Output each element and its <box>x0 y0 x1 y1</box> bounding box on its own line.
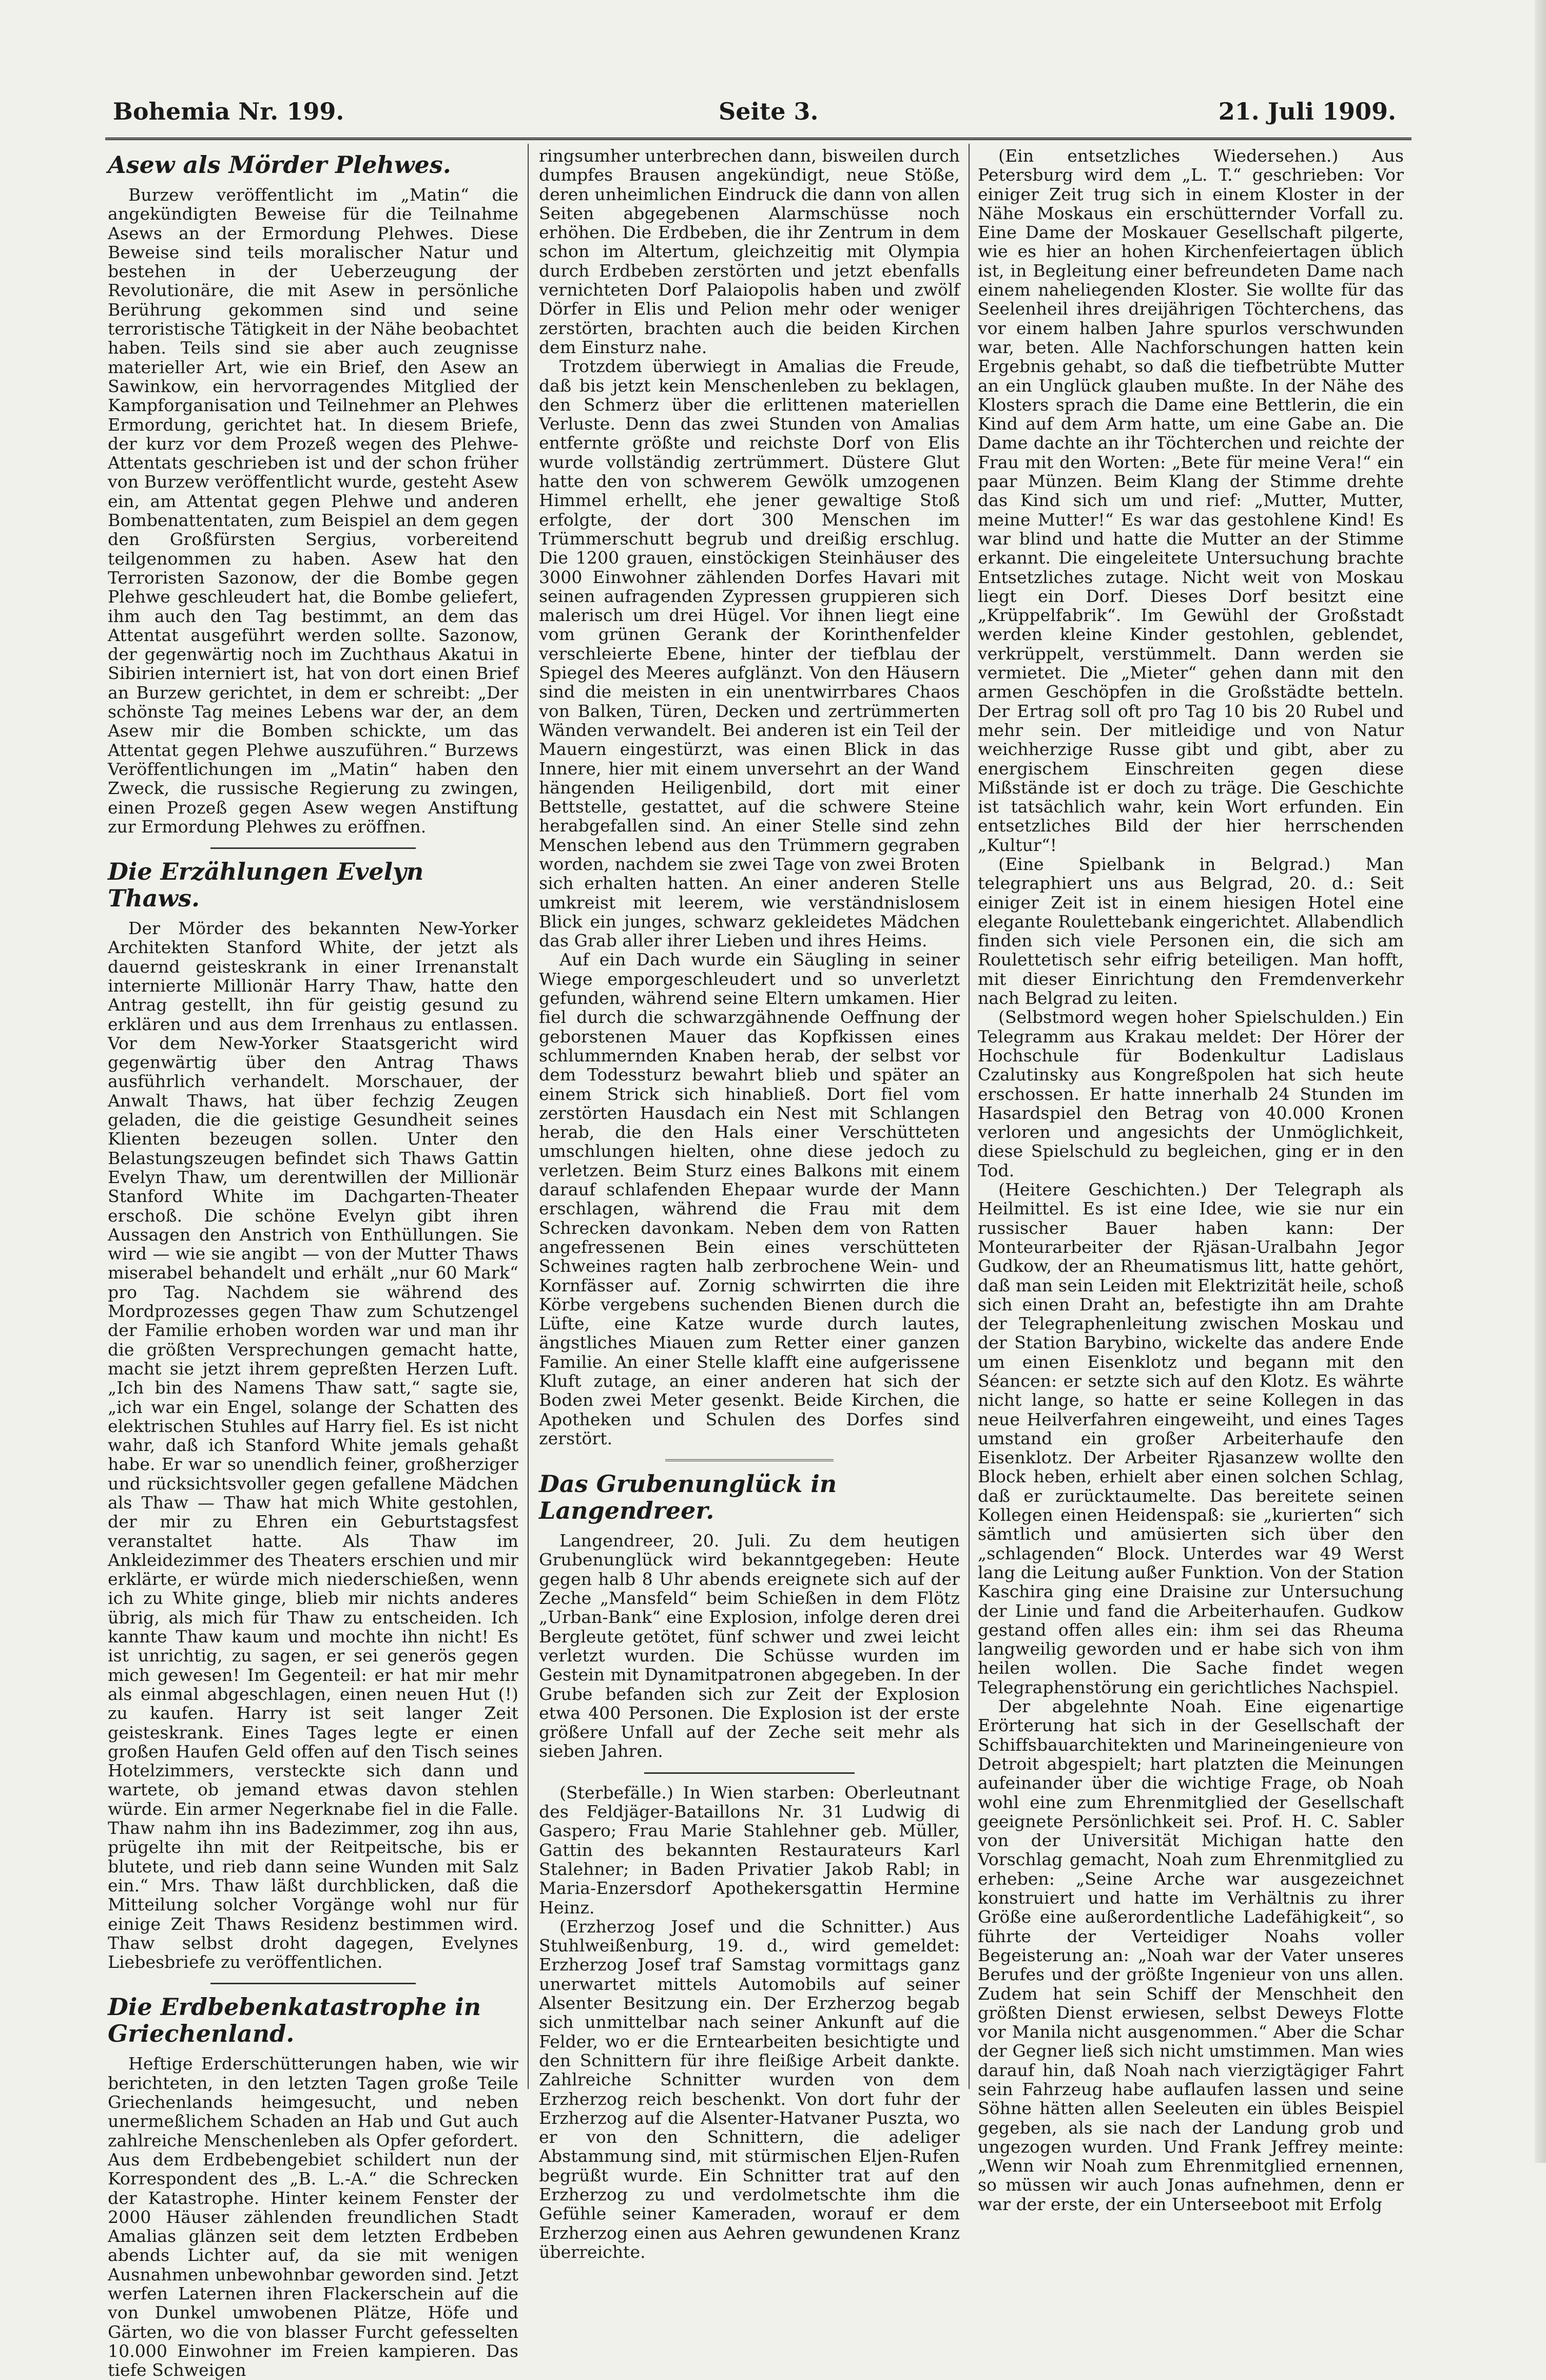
notice-sterbefaelle: (Sterbefälle.) In Wien starben: Oberleutnant des Feldjäger-Bataillons Nr. 31 Ludwig di Gaspero; Frau Marie Stahlehner geb. Müller, Gattin des bekannten Restaurateurs Karl Stalehner; in Baden Privatier Jakob Rabl; in Maria-Enzersdorf Apothekersgattin Hermine Heinz. <box>539 1782 960 1918</box>
notice-noah: Der abgelehnte Noah. Eine eigenartige Erörterung hat sich in der Gesellschaft der Schiffsbauarchitekten und Marineingenieure von Detroit abgespielt; hart platzten die Meinungen aufeinander über die wichtige Frage, ob Noah wohl eine zum Ehrenmitglied der Gesellschaft geeignete Persönlichkeit sei. Prof. H. C. Sabler von der Universität Michigan hatte den Vorschlag gemacht, Noah zum Ehrenmitglied zu erheben: „Seine Arche war ausgezeichnet konstruiert und hatte im Verhältnis zu ihrer Größe eine außerordentliche Ladefähigkeit“, so führte der Verteidiger Noahs voller Begeisterung an: „Noah war der Vater unseres Berufes und der größte Ingenieur von uns allen. Zudem hat sein Schiff der Menschheit den größten Dienst erwiesen, selbst Deweys Flotte vor Manila nicht ausgenommen.“ Aber die Schar der Gegner ließ sich nicht umstimmen. Man wies darauf hin, daß Noah nach vierzigtägiger Fahrt sein Fahrzeug habe auflaufen lassen und seine Söhne hätten allen Seeleuten ein übles Beispiel gegeben, als sie nach der Landung grob und ungezogen wurden. Und Frank Jeffrey meinte: „Wenn wir Noah zum Ehrenmitglied ernennen, so müssen wir auch Jonas aufnehmen, denn er war der erste, der ein Unterseeboot mit Erfolg <box>978 1696 1404 2214</box>
column-1 <box>108 146 518 2380</box>
issue-date: 21. Juli 1909. <box>1218 98 1396 125</box>
article-separator <box>665 1459 834 1461</box>
article-title-grubenunglueck: Das Grubenunglück in Langendreer. <box>539 1470 837 1525</box>
article-separator <box>644 1772 855 1774</box>
article-title-thaw: Die Erzählungen Evelyn Thaws. <box>108 858 424 913</box>
page-header <box>113 98 1396 133</box>
column-2 <box>539 146 960 2262</box>
article-text-erdbeben-cont: Trotzdem überwiegt in Amalias die Freude, daß bis jetzt kein Menschenleben zu beklagen, den Schmerz über die erlittenen materiellen Verluste. Denn das zwei Stunden von Amalias entfernte größte und reichste Dorf von Elis wurde vollständig zertrümmert. Düstere Glut hatte den von schwerem Gewölk umzogenen Himmel erhellt, ehe jener gewaltige Stoß erfolgte, der dort 300 Menschen im Trümmerschutt begrub und dreißig erschlug. Die 1200 grauen, einstöckigen Steinhäuser des 3000 Einwohner zählenden Dorfes Havari mit seinen aufragenden Zypressen gruppieren sich malerisch um drei Hügel. Vor ihnen liegt eine vom grünen Gerank der Korinthenfelder verschleierte Ebene, hinter der tiefblau der Spiegel des Meeres aufglänzt. Von den Häusern sind die meisten in ein unentwirrbares Chaos von Balken, Türen, Decken und zertrümmerten Wänden verwandelt. Bei anderen ist ein Teil der Mauern eingestürzt, was einen Blick in das Innere, hier mit einem unversehrt an der Wand hängenden Heiligenbild, dort mit einer Bettstelle, gestattet, auf die schwere Steine herabgefallen sind. An einer Stelle sind zehn Menschen lebend aus den Trümmern gegraben worden, nachdem sie zwei Tage von zwei Broten sich erhalten hatten. An einer anderen Stelle umkreist mit leerem, wie verständnislosem Blick ein junges, schwarz gekleidetes Mädchen das Grab aller ihrer Lieben und ihres Heims. <box>539 356 960 951</box>
notice-selbstmord: (Selbstmord wegen hoher Spielschulden.) Ein Telegramm aus Krakau meldet: Der Hörer der Hochschule für Bodenkultur Ladislaus Czalutinsky aus Kongreßpolen hat sich heute erschossen. Er hatte innerhalb 24 Stunden im Hasardspiel den Betrag von 40.000 Kronen verloren und angesichts der Unmöglichkeit, diese Spielschuld zu begleichen, ging er in den Tod. <box>978 1007 1404 1181</box>
column-3 <box>978 146 1404 2214</box>
notice-spielbank: (Eine Spielbank in Belgrad.) Man telegraphiert uns aus Belgrad, 20. d.: Seit einiger Zeit ist in einem hiesigen Hotel eine elegante Roulettebank eingerichtet. Allabendlich finden sich viele Personen ein, die sich am Roulettetisch sehr eifrig beteiligen. Man hofft, mit dieser Einrichtung den Fremdenverkehr nach Belgrad zu leiten. <box>978 854 1404 1009</box>
paper-issue: Bohemia Nr. 199. <box>113 98 344 125</box>
header-rule <box>105 138 1412 140</box>
column-divider-2 <box>969 144 970 2089</box>
page-number: Seite 3. <box>719 98 819 125</box>
scan-edge <box>1535 0 1546 2163</box>
article-text-erdbeben: Heftige Erderschütterungen haben, wie wir berichteten, in den letzten Tagen große Teile Griechenlands heimgesucht, und neben unermeßlichem Schaden an Hab und Gut auch zahlreiche Menschenleben als Opfer gefordert. Aus dem Erdbebengebiet schildert nun der Korrespondent des „B. L.-A.“ die Schrecken der Katastrophe. Hinter keinem Fenster der 2000 Häuser zählenden freundlichen Stadt Amalias glänzen seit dem letzten Erdbeben abends Lichter auf, da sie mit wenigen Ausnahmen unbewohnbar geworden sind. Jetzt werfen Laternen ihren Flackerschein auf die von Dunkel umwobenen Plätze, Höfe und Gärten, wo die von blasser Furcht gefesselten 10.000 Einwohner im Freien kampieren. Das tiefe Schweigen <box>108 2054 518 2380</box>
article-text-erdbeben-cont: Auf ein Dach wurde ein Säugling in seiner Wiege emporgeschleudert und so unverletzt gefunden, während seine Eltern umkamen. Hier fiel durch die schwarzgähnende Oeffnung der geborstenen Mauer das Kopfkissen eines schlummernden Knaben herab, der selbst vor dem Todessturz bewahrt blieb und später an einem Strick sich hinabließ. Dort fiel vom zerstörten Hausdach ein Nest mit Schlangen herab, die den Hals einer Verschütteten umschlungen hielten, ohne diese jedoch zu verletzen. Beim Sturz eines Balkons mit einem darauf schlafenden Ehepaar wurde der Mann erschlagen, während die Frau mit dem Schrecken davonkam. Neben dem von Ratten angefressenen Bein eines verschütteten Schweines ragten halb zerbrochene Wein- und Kornfässer auf. Zornig schwirrten die ihre Körbe vergebens suchenden Bienen durch die Lüfte, eine Katze wurde durch lautes, ängstliches Miauen zum Retter einer ganzen Familie. An einer Stelle klafft eine aufgerissene Kluft zutage, an einer anderen hat sich der Boden zwei Meter gesenkt. Beide Kirchen, die Apotheken und Schulen des Dorfes sind zerstört. <box>539 950 960 1448</box>
article-text-thaw: Der Mörder des bekannten New-Yorker Architekten Stanford White, der jetzt als dauernd geisteskrank in einer Irrenanstalt internierte Millionär Harry Thaw, hatte den Antrag gestellt, ihn für geistig gesund zu erklären und aus dem Irrenhaus zu entlassen. Vor dem New-Yorker Staatsgericht wird gegenwärtig über den Antrag Thaws ausführlich verhandelt. Morschauer, der Anwalt Thaws, hat über fechzig Zeugen geladen, die die geistige Gesundheit seines Klienten bezeugen sollen. Unter den Belastungszeugen befindet sich Thaws Gattin Evelyn Thaw, um derentwillen der Millionär Stanford White im Dachgarten-Theater erschoß. Die schöne Evelyn gibt ihren Aussagen den Anstrich von Enthüllungen. Sie wird — wie sie angibt — von der Mutter Thaws miserabel behandelt und erhält „nur 60 Mark“ pro Tag. Nachdem sie während des Mordprozesses gegen Thaw zum Schutzengel der Familie erhoben worden war und man ihr die größten Versprechungen gemacht hatte, macht sie jetzt ihrem gepreßten Herzen Luft. „Ich bin des Namens Thaw satt,“ sagte sie, „ich war ein Engel, solange der Schatten des elektrischen Stuhles auf Harry fiel. Es ist nicht wahr, daß ich Stanford White jemals gehaßt habe. Er war so unendlich feiner, großherziger und rücksichtsvoller gegen gefallene Mädchen als Thaw — Thaw hat mich White gestohlen, der mir zu Ehren ein Geburtstagsfest veranstaltet hatte. Als Thaw im Ankleidezimmer des Theaters erschien und mir erklärte, er würde mich niederschießen, wenn ich zu White ginge, blieb mir nichts anderes übrig, als mich für Thaw zu entscheiden. Ich kannte Thaw kaum und mochte ihn nicht! Es ist unrichtig, zu sagen, er sei generös gegen mich gewesen! Im Gegenteil: er hat mir mehr als einmal abgeschlagen, einen neuen Hut (!) zu kaufen. Harry ist seit langer Zeit geisteskrank. Eines Tages legte er einen großen Haufen Geld offen auf den Tisch seines Hotelzimmers, versteckte sich dann und wartete, ob jemand etwas davon stehlen würde. Ein armer Negerknabe fiel in die Falle. Thaw nahm ihn ins Badezimmer, zog ihn aus, prügelte ihn mit der Reitpeitsche, bis er blutete, und rieb dann seine Wunden mit Salz ein.“ Mrs. Thaw läßt durchblicken, daß die Mitteilung solcher Vorgänge wohl nur für einige Zeit Thaws Residenz bestimmen wird. Thaw selbst droht dagegen, Evelynes Liebesbriefe zu veröffentlichen. <box>108 918 518 1972</box>
article-text-erdbeben-cont: ringsumher unterbrechen dann, bisweilen durch dumpfes Brausen angekündigt, neue Stöße, deren unheimlichen Eindruck die dann von allen Seiten abgegebenen Alarmschüsse noch erhöhen. Die Erdbeben, die ihr Zentrum in dem schon im Altertum, gleichzeitig mit Olympia durch Erdbeben zerstörten und jetzt ebenfalls vernichteten Dorf Palaiopolis haben und zwölf Dörfer in Elis und Pelion mehr oder weniger zerstörten, brachten auch die beiden Kirchen dem Einsturz nahe. <box>539 146 960 357</box>
article-title-asew: Asew als Mörder Plehwes. <box>108 151 451 179</box>
notice-erzherzog: (Erzherzog Josef und die Schnitter.) Aus Stuhlweißenburg, 19. d., wird gemeldet: Erzherzog Josef traf Samstag vormittags ganz unerwartet mittels Automobils auf seiner Alsenter Besitzung ein. Der Erzherzog begab sich unmittelbar nach seiner Ankunft auf die Felder, wo er die Erntearbeiten besichtigte und den Schnittern für ihre fleißige Arbeit dankte. Zahlreiche Schnitter wurden von dem Erzherzog reich beschenkt. Von dort fuhr der Erzherzog auf die Alsenter-Hatvaner Puszta, wo er von den Schnittern, die adeliger Abstammung sind, mit stürmischen Eljen-Rufen begrüßt wurde. Ein Schnitter trat auf den Erzherzog zu und verdolmetschte ihm die Gefühle seiner Kameraden, worauf er dem Erzherzog einen aus Aehren gewundenen Kranz überreichte. <box>539 1916 960 2262</box>
notice-wiedersehen: (Ein entsetzliches Wiedersehen.) Aus Petersburg wird dem „L. T.“ geschrieben: Vor einiger Zeit trug sich in einem Kloster in der Nähe Moskaus ein erschütternder Vorfall zu. Eine Dame der Moskauer Gesellschaft pilgerte, wie es hier an hohen Kirchenfeiertagen üblich ist, in Begleitung einer befreundeten Dame nach einem naheliegenden Kloster. Sie wollte für das Seelenheil ihres dreijährigen Töchterchens, das vor einem halben Jahre spurlos verschwunden war, beten. Alle Nachforschungen hatten kein Ergebnis gehabt, so daß die tiefbetrübte Mutter an ein Unglück glauben mußte. In der Nähe des Klosters sprach die Dame eine Bettlerin, die ein Kind auf dem Arm hatte, um eine Gabe an. Die Dame dachte an ihr Töchterchen und reichte der Frau mit den Worten: „Bete für meine Vera!“ ein paar Münzen. Beim Klang der Stimme drehte das Kind sich um und rief: „Mutter, Mutter, meine Mutter!“ Es war das gestohlene Kind! Es war blind und hatte die Mutter an der Stimme erkannt. Die eingeleitete Untersuchung brachte Entsetzliches zutage. Nicht weit von Moskau liegt ein Dorf. Dieses Dorf besitzt eine „Krüppelfabrik“. Im Gewühl der Großstadt werden kleine Kinder gestohlen, geblendet, verkrüppelt, verstümmelt. Dann werden sie vermietet. Die „Mieter“ gehen dann mit den armen Geschöpfen in die Großstädte betteln. Der Ertrag soll oft pro Tag 10 bis 20 Rubel und mehr sein. Der mitleidige und von Natur weichherzige Russe gibt und gibt, aber zu energischem Einschreiten gegen diese Mißstände ist er doch zu träge. Die Geschichte ist tatsächlich wahr, kein Wort erfunden. Ein entsetzliches Bild der hier herrschenden „Kultur“! <box>978 146 1404 855</box>
article-separator <box>210 847 416 849</box>
article-separator <box>210 1983 416 1984</box>
article-text-asew: Burzew veröffentlicht im „Matin“ die angekündigten Beweise für die Teilnahme Asews an der Ermordung Plehwes. Diese Beweise sind teils moralischer Natur und bestehen in der Ueberzeugung der Revolutionäre, die mit Asew in persönliche Berührung gekommen sind und seine terroristische Tätigkeit in der Nähe beobachtet haben. Teils sind sie aber auch zeugnisse materieller Art, wie ein Brief, den Asew an Sawinkow, ein hervorragendes Mitglied der Kampforganisation und Teilnehmer an Plehwes Ermordung, gerichtet hat. In diesem Briefe, der kurz vor dem Prozeß wegen des Plehwe-Attentats geschrieben ist und der schon früher von Burzew veröffentlicht wurde, gesteht Asew ein, am Attentat gegen Plehwe und anderen Bombenattentaten, zum Beispiel an dem gegen den Großfürsten Sergius, vorbereitend teilgenommen zu haben. Asew hat den Terroristen Sazonow, der die Bombe gegen Plehwe geschleudert hat, die Bombe geliefert, ihm auch den Tag bestimmt, an dem das Attentat ausgeführt werden sollte. Sazonow, der gegenwärtig noch im Zuchthaus Akatui in Sibirien interniert ist, hat von dort einen Brief an Burzew gerichtet, in dem er schreibt: „Der schönste Tag meines Lebens war der, an dem Asew mir die Bomben schickte, um das Attentat gegen Plehwe auszuführen.“ Burzews Veröffentlichungen im „Matin“ haben den Zweck, die russische Regierung zu zwingen, einen Prozeß gegen Asew wegen Anstiftung zur Ermordung Plehwes zu eröffnen. <box>108 185 518 837</box>
article-title-erdbeben: Die Erdbebenkatastrophe in Griechenland. <box>108 1993 481 2048</box>
column-divider-1 <box>528 144 529 2089</box>
notice-heitere-geschichten: (Heitere Geschichten.) Der Telegraph als Heilmittel. Es ist eine Idee, wie sie nur ein russischer Bauer haben kann: Der Monteurarbeiter der Rjäsan-Uralbahn Jegor Gudkow, der an Rheumatismus litt, hatte gehört, daß man sein Leiden mit Elektrizität heile, schoß sich einen Draht an, befestigte ihn am Drahte der Telegraphenleitung zwischen Moskau und der Station Barybino, wickelte das andere Ende um einen Eisenklotz und begann mit den Séancen: er setzte sich auf den Klotz. Es währte nicht lange, so hatte er seine Kollegen in das neue Heilverfahren eingeweiht, und eines Tages umstand ein großer Arbeiterhaufe den Eisenklotz. Der Arbeiter Rjasanzew wollte den Block heben, erhielt aber einen solchen Schlag, daß er zurücktaumelte. Das bereitete seinen Kollegen einen Heidenspaß: sie „kurierten“ sich sämtlich und amüsierten sich über den „schlagenden“ Block. Unterdes war 49 Werst lang die Leitung außer Funktion. Von der Station Kaschira ging eine Draisine zur Untersuchung der Linie und fand die Arbeiterhaufen. Gudkow gestand offen alles ein: ihm sei das Rheuma langweilig geworden und er habe sich von ihm heilen wollen. Die Sache findet wegen Telegraphenstörung ein gerichtliches Nachspiel. <box>978 1179 1404 1697</box>
article-text-grubenunglueck: Langendreer, 20. Juli. Zu dem heutigen Grubenunglück wird bekanntgegeben: Heute gegen halb 8 Uhr abends ereignete sich auf der Zeche „Mansfeld“ beim Schießen in dem Flötz „Urban-Bank“ eine Explosion, infolge deren drei Bergleute getötet, fünf schwer und zwei leicht verletzt wurden. Die Schüsse wurden im Gestein mit Dynamitpatronen abgegeben. In der Grube befanden sich zur Zeit der Explosion etwa 400 Personen. Die Explosion ist der erste größere Unfall auf der Zeche seit mehr als sieben Jahren. <box>539 1531 960 1762</box>
